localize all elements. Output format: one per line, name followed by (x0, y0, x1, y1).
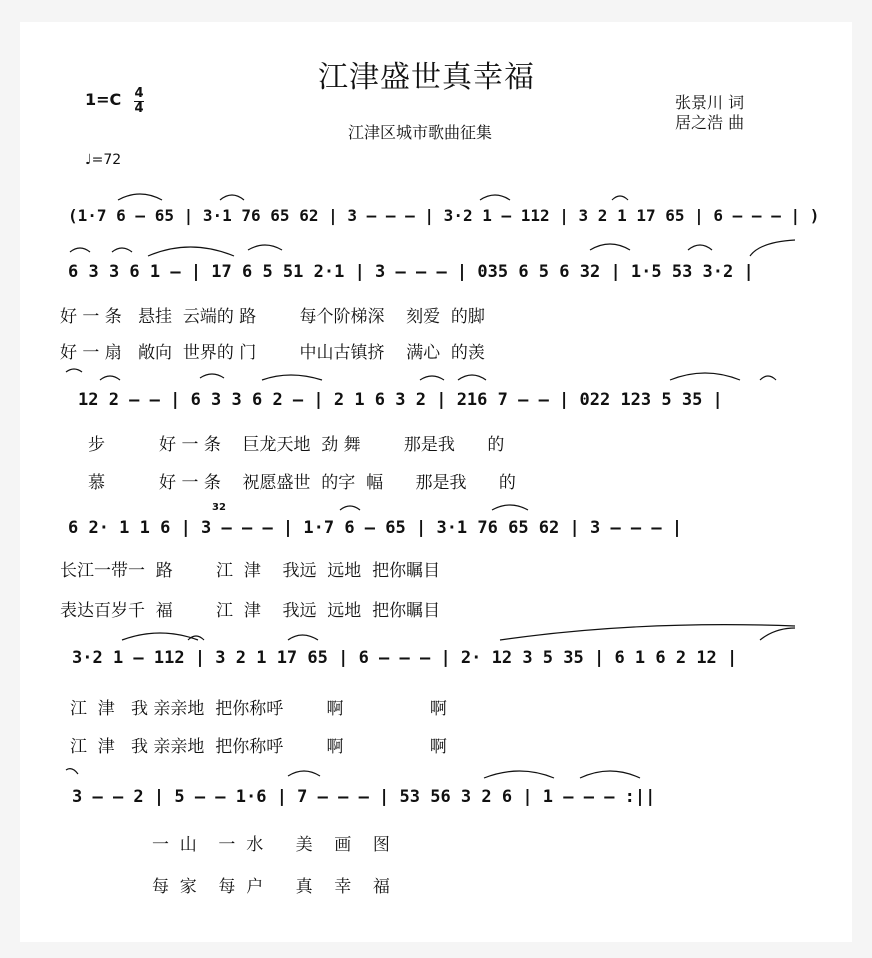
song-subtitle: 江津区城市歌曲征集 (348, 123, 493, 142)
grace-note: 32 (212, 502, 226, 513)
lyric-line-4-verse-1: 长江一带一 路 江 津 我远 远地 把你瞩目 (60, 561, 441, 581)
lyric-line-4-verse-2: 表达百岁千 福 江 津 我远 远地 把你瞩目 (60, 601, 441, 621)
time-signature (134, 88, 144, 115)
notation-line-1: (1·7 6 – 65 | 3·1 76 65 62 | 3 – – – | 3·2 1 – 112 | 3 2 1 17 65 | 6 – – – | ) (68, 206, 820, 225)
notation-line-2: 6 3 3 6 1 – | 17 6 5 51 2·1 | 3 – – – | 035 6 5 6 32 | 1·5 53 3·2 | (68, 262, 754, 282)
lyric-line-5-verse-1: 江 津 我 亲亲地 把你称呼 啊 啊 (70, 699, 447, 719)
time-signature-top: 4 (134, 86, 144, 101)
lyric-line-5-verse-2: 江 津 我 亲亲地 把你称呼 啊 啊 (70, 737, 447, 757)
time-signature-bottom: 4 (134, 101, 144, 116)
lyric-line-3-verse-1: 步 好 一 条 巨龙天地 劲 舞 那是我 的 (88, 435, 505, 455)
tempo-marking: ♩=72 (85, 152, 122, 168)
lyric-line-2-verse-1: 好 一 条 悬挂 云端的 路 每个阶梯深 刻爱 的脚 (60, 307, 485, 327)
lyric-line-3-verse-2: 慕 好 一 条 祝愿盛世 的字 幅 那是我 的 (88, 473, 516, 493)
key-signature: 1=C (85, 90, 122, 109)
notation-line-6: 3 – – 2 | 5 – – 1·6 | 7 – – – | 53 56 3 2 6 | 1 – – – :|| (72, 787, 656, 807)
notation-line-4: 6 2· 1 1 6 | 3 – – – | 1·7 6 – 65 | 3·1 76 65 62 | 3 – – – | (68, 518, 683, 538)
song-title: 江津盛世真幸福 (318, 60, 535, 95)
notation-line-3: 12 2 – – | 6 3 3 6 2 – | 2 1 6 3 2 | 216 7 – – | 022 123 5 35 | (78, 390, 723, 410)
lyricist-credit: 张景川 词 (675, 93, 745, 112)
lyric-line-6-verse-2: 每 家 每 户 真 幸 福 (152, 877, 390, 897)
notation-line-5: 3·2 1 – 112 | 3 2 1 17 65 | 6 – – – | 2· 12 3 5 35 | 6 1 6 2 12 | (72, 648, 738, 668)
composer-credit: 居之浩 曲 (675, 113, 745, 132)
lyric-line-6-verse-1: 一 山 一 水 美 画 图 (152, 835, 390, 855)
lyric-line-2-verse-2: 好 一 扇 敞向 世界的 门 中山古镇挤 满心 的羡 (60, 343, 485, 363)
